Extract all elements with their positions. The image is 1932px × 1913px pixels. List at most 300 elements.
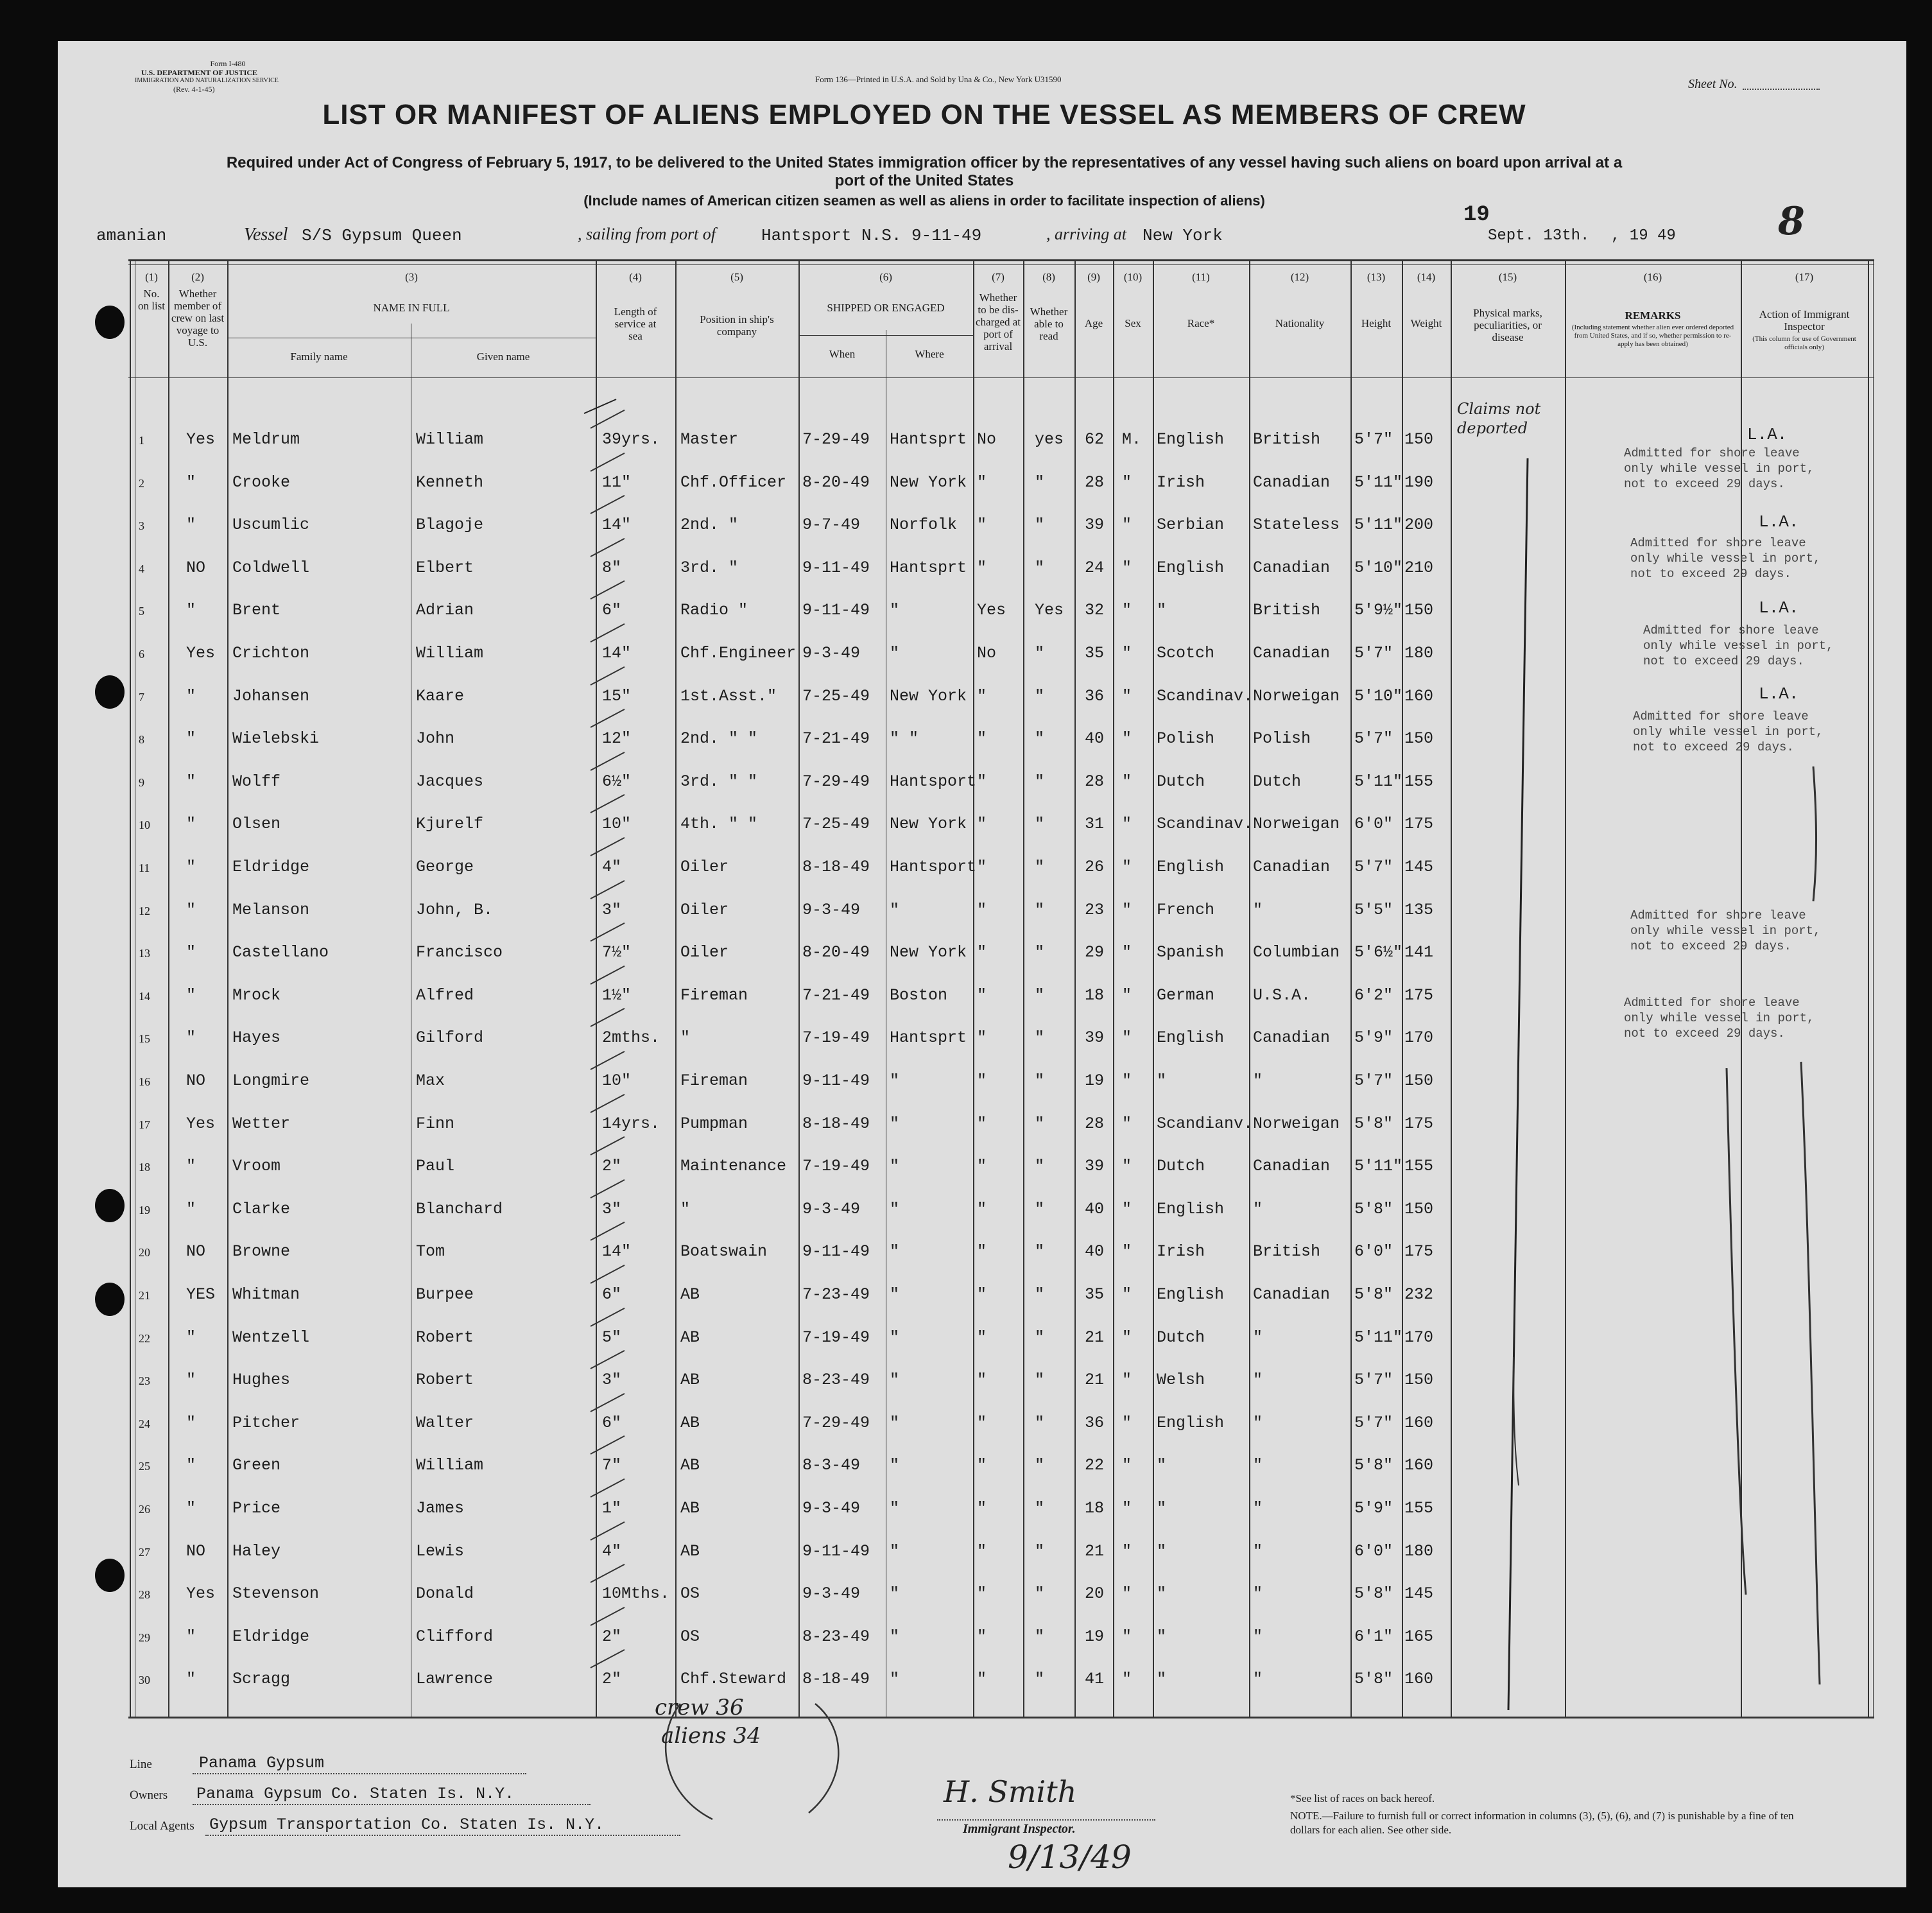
col-4-num: (4) — [629, 271, 642, 283]
cell-discharged: Yes — [977, 601, 1006, 619]
cell-family-name: Coldwell — [232, 558, 310, 577]
cell-race: Scandianv. — [1157, 1114, 1254, 1133]
cell-able-to-read: " — [1035, 644, 1045, 662]
cell-discharged: " — [977, 1414, 987, 1432]
cell-nationality: British — [1253, 430, 1321, 449]
punch-hole — [95, 306, 125, 339]
cell-given-name: Lawrence — [416, 1670, 494, 1688]
cell-position: Master — [680, 430, 739, 449]
cell-family-name: Hayes — [232, 1028, 281, 1047]
col-6-where: Where — [915, 348, 944, 360]
cell-prior-voyage: " — [186, 901, 196, 919]
cell-age: 35 — [1085, 644, 1105, 662]
manifest-sheet — [58, 41, 1906, 1887]
col-6-num: (6) — [879, 271, 892, 283]
col-14-label: Weight — [1410, 317, 1442, 329]
cell-shipped-when: 7-29-49 — [802, 772, 870, 791]
cell-age: 21 — [1085, 1328, 1105, 1347]
cell-shipped-when: 8-3-49 — [802, 1456, 861, 1475]
cell-shipped-where: Hantsport — [890, 772, 977, 791]
cell-discharged: " — [977, 901, 987, 919]
cell-age: 28 — [1085, 772, 1105, 791]
cell-position: 3rd. " — [680, 558, 739, 577]
cell-position: AB — [680, 1328, 700, 1347]
cell-able-to-read: " — [1035, 1414, 1045, 1432]
cell-able-to-read: " — [1035, 1670, 1045, 1688]
col-4-label: Length of service at sea — [614, 306, 657, 342]
cell-prior-voyage: Yes — [186, 1114, 216, 1133]
cell-race: French — [1157, 901, 1215, 919]
col-15-num: (15) — [1498, 271, 1517, 283]
cell-able-to-read: " — [1035, 515, 1045, 534]
cell-able-to-read: " — [1035, 1371, 1045, 1389]
cell-nationality: Canadian — [1253, 1157, 1331, 1175]
cell-nationality: " — [1253, 1071, 1263, 1090]
cell-family-name: Eldridge — [232, 1627, 310, 1646]
printer-note: Form 136—Printed in U.S.A. and Sold by Una & Co., New York U31590 — [815, 74, 1062, 84]
cell-service-length: 7" — [602, 1456, 622, 1475]
cell-weight: 160 — [1404, 1414, 1434, 1432]
cell-sex: " — [1122, 1584, 1132, 1603]
cell-height: 5'10" — [1354, 558, 1403, 577]
cell-row-number: 23 — [139, 1374, 150, 1387]
col-2-num: (2) — [191, 271, 204, 283]
cell-family-name: Uscumlic — [232, 515, 310, 534]
col-3-num: (3) — [405, 271, 418, 283]
cell-prior-voyage: " — [186, 986, 196, 1005]
cell-shipped-where: Norfolk — [890, 515, 958, 534]
crew-count: crew 36 — [655, 1695, 744, 1720]
cell-sex: " — [1122, 1670, 1132, 1688]
cell-nationality: British — [1253, 1242, 1321, 1261]
punch-hole — [95, 1559, 125, 1592]
cell-service-length: 5" — [602, 1328, 622, 1347]
cell-weight: 150 — [1404, 1071, 1434, 1090]
cell-position: Maintenance — [680, 1157, 787, 1175]
cell-race: German — [1157, 986, 1215, 1005]
cell-service-length: 1" — [602, 1499, 622, 1518]
cell-nationality: " — [1253, 1584, 1263, 1603]
cell-height: 5'8" — [1354, 1114, 1393, 1133]
cell-row-number: 12 — [139, 905, 150, 917]
cell-age: 21 — [1085, 1371, 1105, 1389]
cell-shipped-when: 8-20-49 — [802, 943, 870, 962]
arrival-date: Sept. 13th. — [1488, 227, 1590, 245]
cell-race: Serbian — [1157, 515, 1225, 534]
cell-discharged: " — [977, 1499, 987, 1518]
cell-given-name: Kenneth — [416, 473, 484, 492]
cell-shipped-where: " — [890, 1328, 900, 1347]
inspector-signature: H. Smith — [944, 1774, 1077, 1809]
cell-given-name: William — [416, 644, 484, 662]
arriving-label: , arriving at — [1046, 225, 1126, 243]
cell-family-name: Hughes — [232, 1371, 291, 1389]
sailing-label: , sailing from port of — [578, 225, 716, 243]
cell-sex: " — [1122, 687, 1132, 705]
cell-nationality: Norweigan — [1253, 687, 1340, 705]
cell-sex: " — [1122, 1157, 1132, 1175]
cell-family-name: Clarke — [232, 1200, 291, 1218]
cell-weight: 175 — [1404, 1242, 1434, 1261]
cell-given-name: Elbert — [416, 558, 474, 577]
cell-sex: " — [1122, 943, 1132, 962]
cell-age: 40 — [1085, 1242, 1105, 1261]
cell-shipped-when: 7-25-49 — [802, 687, 870, 705]
cell-nationality: Polish — [1253, 729, 1311, 748]
cell-able-to-read: " — [1035, 1627, 1045, 1646]
cell-age: 31 — [1085, 815, 1105, 833]
race-note: *See list of races on back hereof. — [1290, 1792, 1435, 1805]
cell-race: Scandinav. — [1157, 815, 1254, 833]
cell-family-name: Crooke — [232, 473, 291, 492]
cell-shipped-when: 9-3-49 — [802, 1200, 861, 1218]
cell-weight: 175 — [1404, 815, 1434, 833]
cell-prior-voyage: " — [186, 943, 196, 962]
cell-prior-voyage: NO — [186, 1071, 206, 1090]
cell-given-name: Adrian — [416, 601, 474, 619]
cell-given-name: George — [416, 858, 474, 876]
cell-family-name: Eldridge — [232, 858, 310, 876]
cell-age: 62 — [1085, 430, 1105, 449]
cell-able-to-read: " — [1035, 772, 1045, 791]
col-9-num: (9) — [1087, 271, 1100, 283]
cell-nationality: Canadian — [1253, 473, 1331, 492]
cell-shipped-where: " — [890, 1542, 900, 1561]
cell-sex: " — [1122, 644, 1132, 662]
sailing-from: Hantsport N.S. 9-11-49 — [761, 226, 982, 245]
cell-weight: 141 — [1404, 943, 1434, 962]
cell-prior-voyage: " — [186, 473, 196, 492]
inspector-label: Immigrant Inspector. — [963, 1822, 1076, 1836]
cell-nationality: " — [1253, 1414, 1263, 1432]
cell-nationality: Canadian — [1253, 558, 1331, 577]
cell-service-length: 2mths. — [602, 1028, 660, 1047]
cell-position: AB — [680, 1414, 700, 1432]
signature-rule — [937, 1819, 1155, 1821]
cell-discharged: " — [977, 1071, 987, 1090]
cell-height: 6'0" — [1354, 815, 1393, 833]
cell-position: Boatswain — [680, 1242, 768, 1261]
cell-discharged: " — [977, 858, 987, 876]
cell-shipped-when: 8-23-49 — [802, 1371, 870, 1389]
cell-service-length: 14" — [602, 1242, 632, 1261]
cell-row-number: 18 — [139, 1161, 150, 1173]
col-5-label: Position in ship's company — [700, 313, 774, 338]
cell-sex: " — [1122, 1114, 1132, 1133]
cell-weight: 160 — [1404, 1456, 1434, 1475]
cell-shipped-where: " — [890, 1627, 900, 1646]
cell-able-to-read: " — [1035, 1157, 1045, 1175]
cell-age: 41 — [1085, 1670, 1105, 1688]
cell-height: 5'7" — [1354, 430, 1393, 449]
cell-nationality: Stateless — [1253, 515, 1340, 534]
cell-service-length: 39yrs. — [602, 430, 660, 449]
arrival-year: , 19 49 — [1611, 227, 1676, 245]
cell-discharged: " — [977, 943, 987, 962]
cell-age: 28 — [1085, 473, 1105, 492]
arriving-at: New York — [1143, 226, 1223, 245]
cell-shipped-when: 8-20-49 — [802, 473, 870, 492]
cell-row-number: 28 — [139, 1588, 150, 1601]
cell-nationality: " — [1253, 1670, 1263, 1688]
col-9-label: Age — [1084, 317, 1103, 329]
cell-position: Oiler — [680, 901, 729, 919]
col-11-num: (11) — [1192, 271, 1210, 283]
cell-prior-voyage: " — [186, 1456, 196, 1475]
cell-race: " — [1157, 1627, 1167, 1646]
cell-prior-voyage: " — [186, 1200, 196, 1218]
cell-position: Oiler — [680, 858, 729, 876]
cell-given-name: Donald — [416, 1584, 474, 1603]
cell-able-to-read: " — [1035, 1200, 1045, 1218]
cell-shipped-where: Hantsport — [890, 858, 977, 876]
col-16-label: REMARKS — [1625, 309, 1681, 322]
cell-shipped-where: " — [890, 901, 900, 919]
cell-able-to-read: " — [1035, 1584, 1045, 1603]
cell-weight: 170 — [1404, 1028, 1434, 1047]
cell-shipped-where: " — [890, 1670, 900, 1688]
cell-prior-voyage: YES — [186, 1285, 216, 1304]
cell-given-name: John, B. — [416, 901, 494, 919]
cell-able-to-read: Yes — [1035, 601, 1064, 619]
cell-race: Irish — [1157, 473, 1205, 492]
cell-prior-voyage: " — [186, 1627, 196, 1646]
cell-weight: 175 — [1404, 986, 1434, 1005]
cell-sex: " — [1122, 1285, 1132, 1304]
fine-note: NOTE.—Failure to furnish full or correct information in columns (3), (5), (6), and (7) is punishable by a fine of ten dollars for each alien. See other side. — [1290, 1810, 1794, 1836]
cell-race: Spanish — [1157, 943, 1225, 962]
inspector-action-4: L.A. — [1759, 684, 1799, 704]
owners-rule — [193, 1804, 591, 1805]
cell-row-number: 22 — [139, 1332, 150, 1345]
cell-able-to-read: " — [1035, 986, 1045, 1005]
cell-able-to-read: " — [1035, 1542, 1045, 1561]
cell-weight: 175 — [1404, 1114, 1434, 1133]
cell-position: AB — [680, 1499, 700, 1518]
cell-shipped-where: " — [890, 1414, 900, 1432]
cell-shipped-when: 9-7-49 — [802, 515, 861, 534]
cell-position: AB — [680, 1542, 700, 1561]
col-3-label: NAME IN FULL — [373, 302, 450, 314]
col-8-num: (8) — [1042, 271, 1055, 283]
cell-weight: 155 — [1404, 772, 1434, 791]
cell-race: " — [1157, 1670, 1167, 1688]
cell-race: " — [1157, 601, 1167, 619]
cell-position: 4th. " " — [680, 815, 758, 833]
cell-row-number: 26 — [139, 1503, 150, 1516]
cell-row-number: 8 — [139, 733, 144, 746]
cell-height: 6'1" — [1354, 1627, 1393, 1646]
cell-prior-voyage: " — [186, 1499, 196, 1518]
cell-sex: " — [1122, 1456, 1132, 1475]
cell-shipped-when: 8-18-49 — [802, 1114, 870, 1133]
cell-shipped-where: " — [890, 1584, 900, 1603]
cell-position: Fireman — [680, 986, 748, 1005]
cell-row-number: 16 — [139, 1075, 150, 1088]
cell-height: 5'9" — [1354, 1028, 1393, 1047]
cell-sex: " — [1122, 1371, 1132, 1389]
cell-shipped-where: " — [890, 1499, 900, 1518]
cell-height: 5'7" — [1354, 1414, 1393, 1432]
cell-shipped-where: " — [890, 1285, 900, 1304]
cell-shipped-when: 8-23-49 — [802, 1627, 870, 1646]
col-1-label: No. on list — [137, 288, 166, 312]
cell-shipped-where: New York — [890, 943, 967, 962]
cell-row-number: 1 — [139, 434, 144, 447]
cell-sex: " — [1122, 601, 1132, 619]
cell-prior-voyage: " — [186, 515, 196, 534]
cell-family-name: Olsen — [232, 815, 281, 833]
cell-service-length: 10" — [602, 1071, 632, 1090]
cell-given-name: William — [416, 1456, 484, 1475]
cell-height: 5'8" — [1354, 1200, 1393, 1218]
line-label: Line — [130, 1758, 152, 1771]
cell-nationality: " — [1253, 1456, 1263, 1475]
cell-nationality: Canadian — [1253, 1285, 1331, 1304]
cell-service-length: 2" — [602, 1627, 622, 1646]
cell-discharged: " — [977, 473, 987, 492]
sheet-label: Sheet No. — [1688, 77, 1738, 91]
cell-family-name: Scragg — [232, 1670, 291, 1688]
remark-5: Admitted for shore leave only while vessel in port, not to exceed 29 days. — [1630, 908, 1821, 953]
cell-given-name: Tom — [416, 1242, 445, 1261]
cell-discharged: " — [977, 1242, 987, 1261]
cell-service-length: 6" — [602, 1285, 622, 1304]
cell-service-length: 14" — [602, 644, 632, 662]
cell-age: 36 — [1085, 1414, 1105, 1432]
cell-shipped-where: Hantsprt — [890, 1028, 967, 1047]
cell-race: English — [1157, 430, 1225, 449]
cell-discharged: " — [977, 1542, 987, 1561]
cell-prior-voyage: " — [186, 729, 196, 748]
cell-able-to-read: yes — [1035, 430, 1064, 449]
col-12-label: Nationality — [1275, 317, 1325, 329]
cell-height: 5'7" — [1354, 1071, 1393, 1090]
cell-row-number: 5 — [139, 605, 144, 618]
cell-given-name: Blagoje — [416, 515, 484, 534]
cell-shipped-when: 9-3-49 — [802, 901, 861, 919]
col-5-num: (5) — [730, 271, 743, 283]
cell-able-to-read: " — [1035, 729, 1045, 748]
col-12-num: (12) — [1290, 271, 1309, 283]
cell-sex: " — [1122, 1200, 1132, 1218]
signature-date: 9/13/49 — [1008, 1839, 1132, 1876]
service: IMMIGRATION AND NATURALIZATION SERVICE — [135, 77, 279, 84]
cell-race: Dutch — [1157, 1157, 1205, 1175]
cell-age: 39 — [1085, 1157, 1105, 1175]
cell-family-name: Stevenson — [232, 1584, 320, 1603]
cell-position: " — [680, 1028, 691, 1047]
cell-height: 5'8" — [1354, 1456, 1393, 1475]
cell-given-name: Lewis — [416, 1542, 465, 1561]
handwritten-mark: 8 — [1778, 199, 1805, 244]
cell-row-number: 14 — [139, 990, 150, 1003]
cell-prior-voyage: " — [186, 858, 196, 876]
cell-discharged: " — [977, 1114, 987, 1133]
cell-service-length: 14yrs. — [602, 1114, 660, 1133]
cell-nationality: Dutch — [1253, 772, 1302, 791]
alien-count: aliens 34 — [661, 1723, 761, 1749]
cell-given-name: Kjurelf — [416, 815, 484, 833]
cell-able-to-read: " — [1035, 473, 1045, 492]
cell-family-name: Whitman — [232, 1285, 300, 1304]
cell-row-number: 9 — [139, 776, 144, 789]
cell-height: 5'8" — [1354, 1670, 1393, 1688]
cell-row-number: 2 — [139, 477, 144, 490]
cell-given-name: Jacques — [416, 772, 484, 791]
cell-able-to-read: " — [1035, 687, 1045, 705]
cell-able-to-read: " — [1035, 558, 1045, 577]
page-title: LIST OR MANIFEST OF ALIENS EMPLOYED ON THE VESSEL AS MEMBERS OF CREW — [322, 99, 1526, 130]
cell-prior-voyage: " — [186, 601, 196, 619]
cell-age: 40 — [1085, 729, 1105, 748]
cell-height: 5'11" — [1354, 1328, 1403, 1347]
col-17-note: (This column for use of Government officials only) — [1752, 335, 1856, 351]
cell-shipped-where: Hantsprt — [890, 558, 967, 577]
cell-age: 35 — [1085, 1285, 1105, 1304]
cell-discharged: " — [977, 515, 987, 534]
cell-shipped-when: 9-11-49 — [802, 1071, 870, 1090]
cell-family-name: Wetter — [232, 1114, 291, 1133]
cell-shipped-when: 7-21-49 — [802, 729, 870, 748]
cell-race: Dutch — [1157, 772, 1205, 791]
cell-family-name: Mrock — [232, 986, 281, 1005]
cell-sex: " — [1122, 986, 1132, 1005]
cell-race: Dutch — [1157, 1328, 1205, 1347]
cell-able-to-read: " — [1035, 1028, 1045, 1047]
cell-height: 5'11" — [1354, 772, 1403, 791]
col-11-label: Race* — [1187, 317, 1215, 329]
cell-sex: " — [1122, 473, 1132, 492]
cell-discharged: " — [977, 815, 987, 833]
cell-service-length: 3" — [602, 901, 622, 919]
cell-shipped-where: " — [890, 644, 900, 662]
cell-prior-voyage: NO — [186, 1242, 206, 1261]
cell-nationality: Canadian — [1253, 644, 1331, 662]
cell-row-number: 3 — [139, 519, 144, 532]
cell-family-name: Green — [232, 1456, 281, 1475]
remark-3: Admitted for shore leave only while vessel in port, not to exceed 29 days. — [1643, 623, 1834, 668]
cell-discharged: No — [977, 430, 997, 449]
cell-race: " — [1157, 1456, 1167, 1475]
cell-position: AB — [680, 1456, 700, 1475]
owners-value: Panama Gypsum Co. Staten Is. N.Y. — [196, 1785, 515, 1803]
cell-row-number: 4 — [139, 562, 144, 575]
remark-6: Admitted for shore leave only while vessel in port, not to exceed 29 days. — [1624, 996, 1815, 1041]
cell-family-name: Wolff — [232, 772, 281, 791]
cell-row-number: 20 — [139, 1246, 150, 1259]
inspector-action-3: L.A. — [1759, 598, 1799, 618]
cell-row-number: 21 — [139, 1289, 150, 1302]
cell-sex: " — [1122, 815, 1132, 833]
cell-nationality: Canadian — [1253, 858, 1331, 876]
cell-shipped-when: 8-18-49 — [802, 1670, 870, 1688]
cell-nationality: " — [1253, 1371, 1263, 1389]
cell-weight: 180 — [1404, 1542, 1434, 1561]
cell-age: 36 — [1085, 687, 1105, 705]
cell-position: Chf.Officer — [680, 473, 787, 492]
cell-height: 5'8" — [1354, 1285, 1393, 1304]
cell-shipped-when: 9-3-49 — [802, 1499, 861, 1518]
cell-weight: 190 — [1404, 473, 1434, 492]
col-16-note: (Including statement whether alien ever ordered deported from United States, and if so, whether permission to re-apply has been obtained) — [1571, 324, 1734, 348]
cell-row-number: 25 — [139, 1460, 150, 1473]
cell-given-name: Clifford — [416, 1627, 494, 1646]
cell-race: Welsh — [1157, 1371, 1205, 1389]
punch-hole — [95, 675, 125, 709]
col-13-num: (13) — [1367, 271, 1386, 283]
agents-value: Gypsum Transportation Co. Staten Is. N.Y. — [209, 1815, 605, 1834]
